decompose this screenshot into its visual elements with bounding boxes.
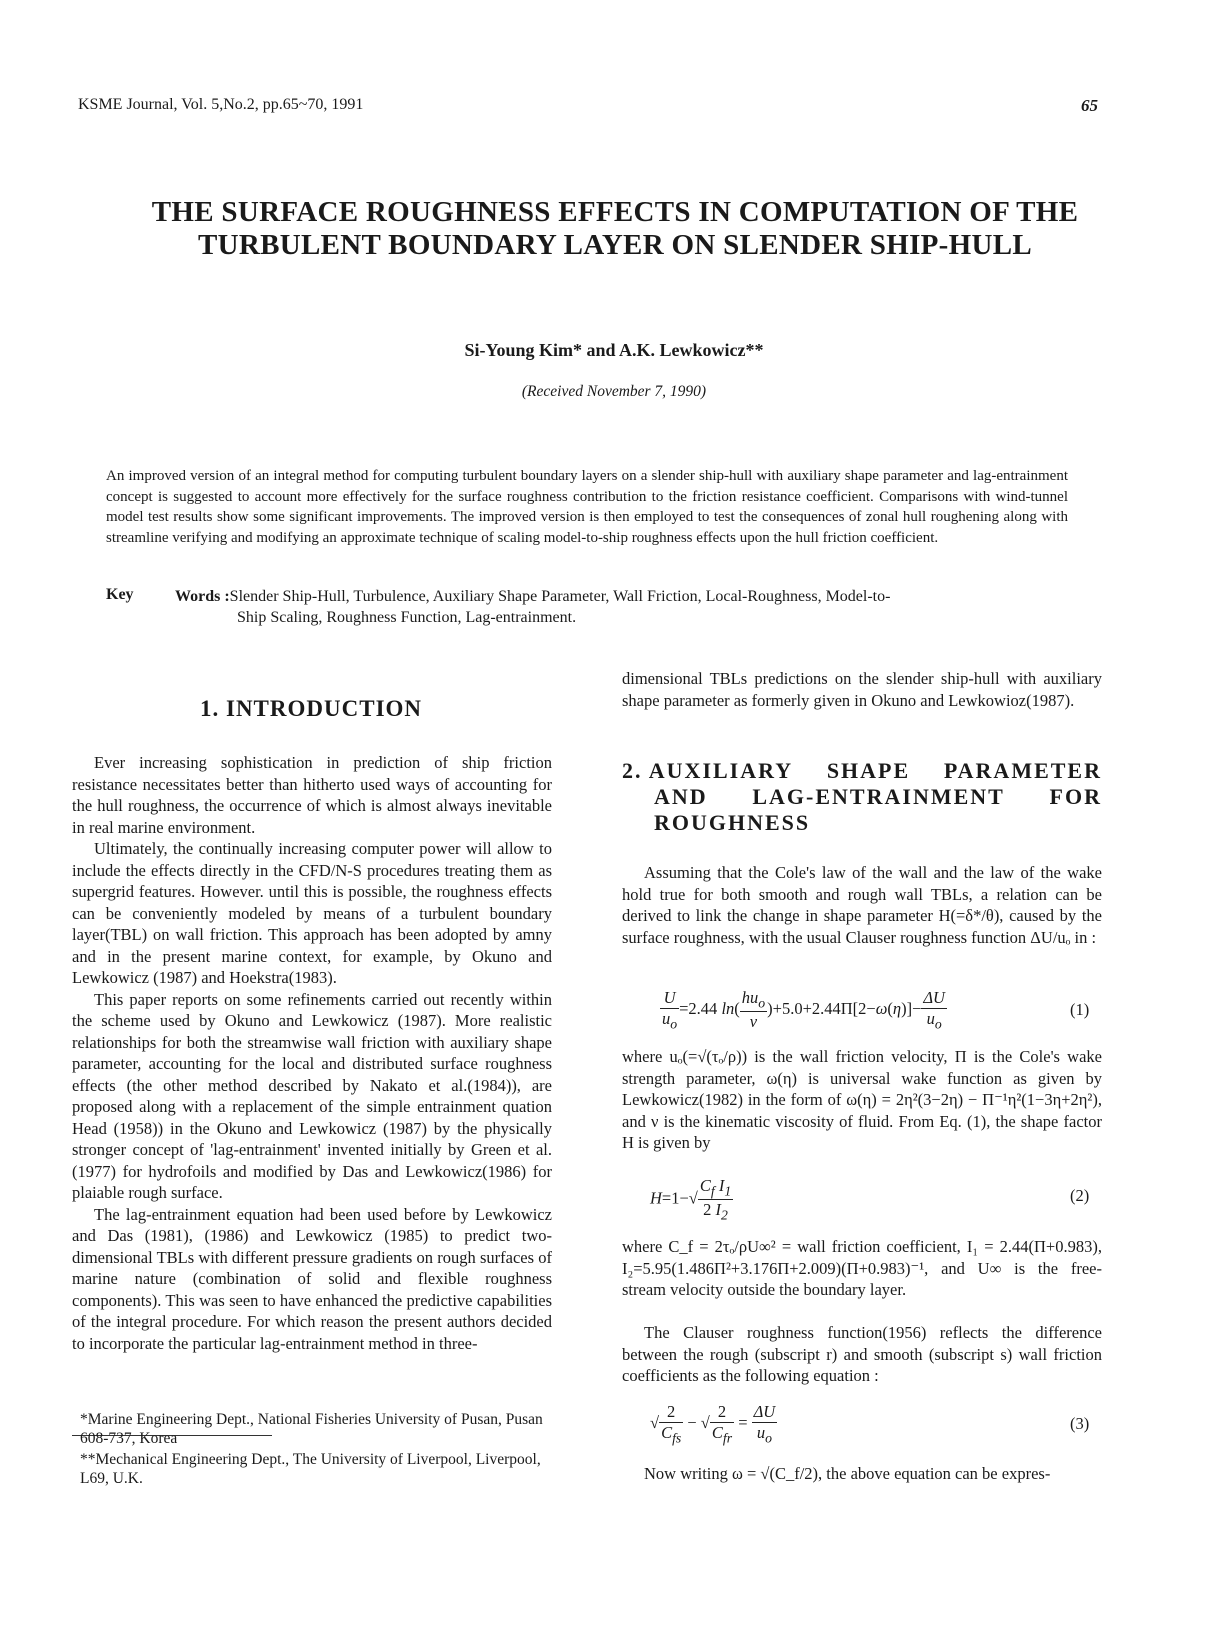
equation-1-number: (1): [1070, 1000, 1090, 1019]
authors: Si-Young Kim* and A.K. Lewkowicz**: [464, 340, 764, 360]
page-number: 65: [1081, 96, 1098, 115]
received-date: (Received November 7, 1990): [521, 383, 707, 400]
section-2-paragraph-3: where C_f = 2τₒ/ρU∞² = wall friction coefficient, I₁ = 2.44(Π+0.983), I₂=5.95(1.486Π²+3.176Π+2.009)(Π+0.983)⁻¹, and U∞ is the free-stream velocity outside the boundary layer.: [622, 1237, 1102, 1299]
section-2-paragraph-2: where uₒ(=√(τₒ/ρ)) is the wall friction velocity, Π is the Cole's wake strength parameter, ω(η) is universal wake function as given by Lewkowicz(1982) in the form of ω(η) = 2η²(3−2η) − Π⁻¹η²(1−3η+2η²), and ν is the kinematic viscosity of fluid. From Eq. (1), the shape factor H is given by: [622, 1047, 1102, 1152]
intro-paragraph-3: This paper reports on some refinements carried out recently within the scheme used by Okuno and Lewkowicz (1987). More realistic relationships for both the streamwise wall friction with auxiliary shape parameter, accounting for the local and distributed surface roughness effects (the other method described by Nakato et al.(1984)), are proposed along with a replacement of the simple entrainment quation Head (1958)) in the Okuno and Lewkowicz (1987) by the physically stronger concept of 'lag-entrainment' invented initially by Green et al.(1977) for hydrofoils and modified by Das and Lewkowicz(1986) for plaiable rough surface.: [72, 989, 552, 1202]
right-column-continuation: dimensional TBLs predictions on the slender ship-hull with auxiliary shape parameter as formerly given in Okuno and Lewkowioz(1987).: [622, 669, 1102, 710]
footnote-2: **Mechanical Engineering Dept., The University of Liverpool, Liverpool, L69, U.K.: [80, 1451, 541, 1487]
section-2-heading-word: SHAPE: [826, 758, 911, 783]
keywords-line-2: Ship Scaling, Roughness Function, Lag-entrainment.: [237, 609, 577, 626]
intro-paragraph-1: Ever increasing sophistication in prediction of ship friction resistance necessitates better than hitherto used ways of accounting for the hull roughness, the occurrence of which is almost always inevitable in real marine environment.: [72, 753, 552, 837]
footnote-1: *Marine Engineering Dept., National Fisheries University of Pusan, Pusan 608-737, Korea: [80, 1411, 543, 1447]
keywords-label-2: Words :: [175, 588, 230, 605]
section-2-heading: [622, 758, 1102, 836]
section-2-heading-word: 2. AUXILIARY: [622, 758, 794, 783]
section-2-paragraph-1: [622, 862, 1102, 948]
section-2-heading-word: AND: [654, 784, 708, 809]
section-2-text-1: Assuming that the Cole's law of the wall and the law of the wake hold true for both smooth and rough wall TBLs, a relation can be derived to link the change in shape parameter H(=δ*/θ), caused by the surface roughness, with the usual Clauser roughness function ΔU/uₒ in :: [622, 863, 1102, 947]
keywords-line-1: Slender Ship-Hull, Turbulence, Auxiliary Shape Parameter, Wall Friction, Local-Roughness, Model-to-: [229, 588, 891, 605]
section-2-paragraph-4: [622, 1322, 1102, 1387]
section-1-heading: 1. INTRODUCTION: [200, 696, 423, 721]
section-2-heading-word: LAG-ENTRAINMENT: [752, 784, 1005, 809]
journal-citation: KSME Journal, Vol. 5,No.2, pp.65~70, 1991: [78, 96, 364, 113]
equation-3: √ $\frac{2}{C_{fs}}$ − √ $\frac{2}{C_{fr}}$ = $\frac{\Delta U}{u_o}$: [650, 1402, 776, 1446]
title-line-1: THE SURFACE ROUGHNESS EFFECTS IN COMPUTATION OF THE: [151, 196, 1079, 228]
equation-1: $\frac{U}{u_o}$ =2.44 ln( $\frac{hu_o}{\nu}$ )+5.0+2.44Π[2−ω(η)]− $\frac{\Delta U}{u_o}$: [662, 988, 945, 1032]
equation-2-number: (2): [1070, 1186, 1090, 1205]
section-2-text-4: The Clauser roughness function(1956) reflects the difference between the rough (subscript r) and smooth (subscript s) wall friction coefficients as the following equation :: [622, 1323, 1102, 1385]
equation-2: H=1−√ $\frac{C_f I_1}{2 I_2}$: [650, 1176, 732, 1223]
paper-title: [60, 196, 1170, 262]
section-2-heading-word: FOR: [1049, 784, 1102, 809]
abstract: An improved version of an integral method for computing turbulent boundary layers on a slender ship-hull with auxiliary shape parameter and lag-entrainment concept is suggested to account more effectively for the surface roughness contribution to the friction resistance coefficient. Comparisons with wind-tunnel model test results show some significant improvements. The improved version is then employed to test the consequences of zonal hull roughening along with streamline verifying and modifying an approximate technique of scaling model-to-ship roughness effects upon the hull friction coefficient.: [106, 468, 1068, 546]
intro-paragraph-2: Ultimately, the continually increasing computer power will allow to include the effects directly in the CFD/N-S procedures treating them as supergrid features. However. until this is possible, the roughness effects can be conveniently modeled by means of a turbulent boundary layer(TBL) on wall friction. This approach has been adopted by amny and in the present marine context, for example, by Okuno and Lewkowicz (1987) and Hoekstra(1983).: [72, 839, 552, 987]
section-2-text-5: Now writing ω = √(C_f/2), the above equation can be expres-: [644, 1464, 1051, 1483]
keywords: [175, 586, 1065, 628]
section-2-heading-word: ROUGHNESS: [654, 810, 811, 835]
intro-paragraph-4: The lag-entrainment equation had been used before by Lewkowicz and Das (1981), (1986) and Lewkowicz (1985) to predict two-dimensional TBLs with different pressure gradients on rough surfaces of marine nature (combination of solid and flexible roughness components). This was seen to have enhanced the predictive capabilities of the integral procedure. For which reason the present authors decided to incorporate the particular lag-entrainment method in three-: [72, 1204, 552, 1353]
keywords-label: Key: [106, 586, 134, 603]
equation-3-number: (3): [1070, 1414, 1090, 1433]
section-2-heading-word: PARAMETER: [943, 758, 1102, 783]
section-2-paragraph-5: [622, 1463, 1102, 1485]
left-column-text: [72, 752, 552, 1354]
title-line-2: TURBULENT BOUNDARY LAYER ON SLENDER SHIP-HULL: [197, 229, 1033, 261]
